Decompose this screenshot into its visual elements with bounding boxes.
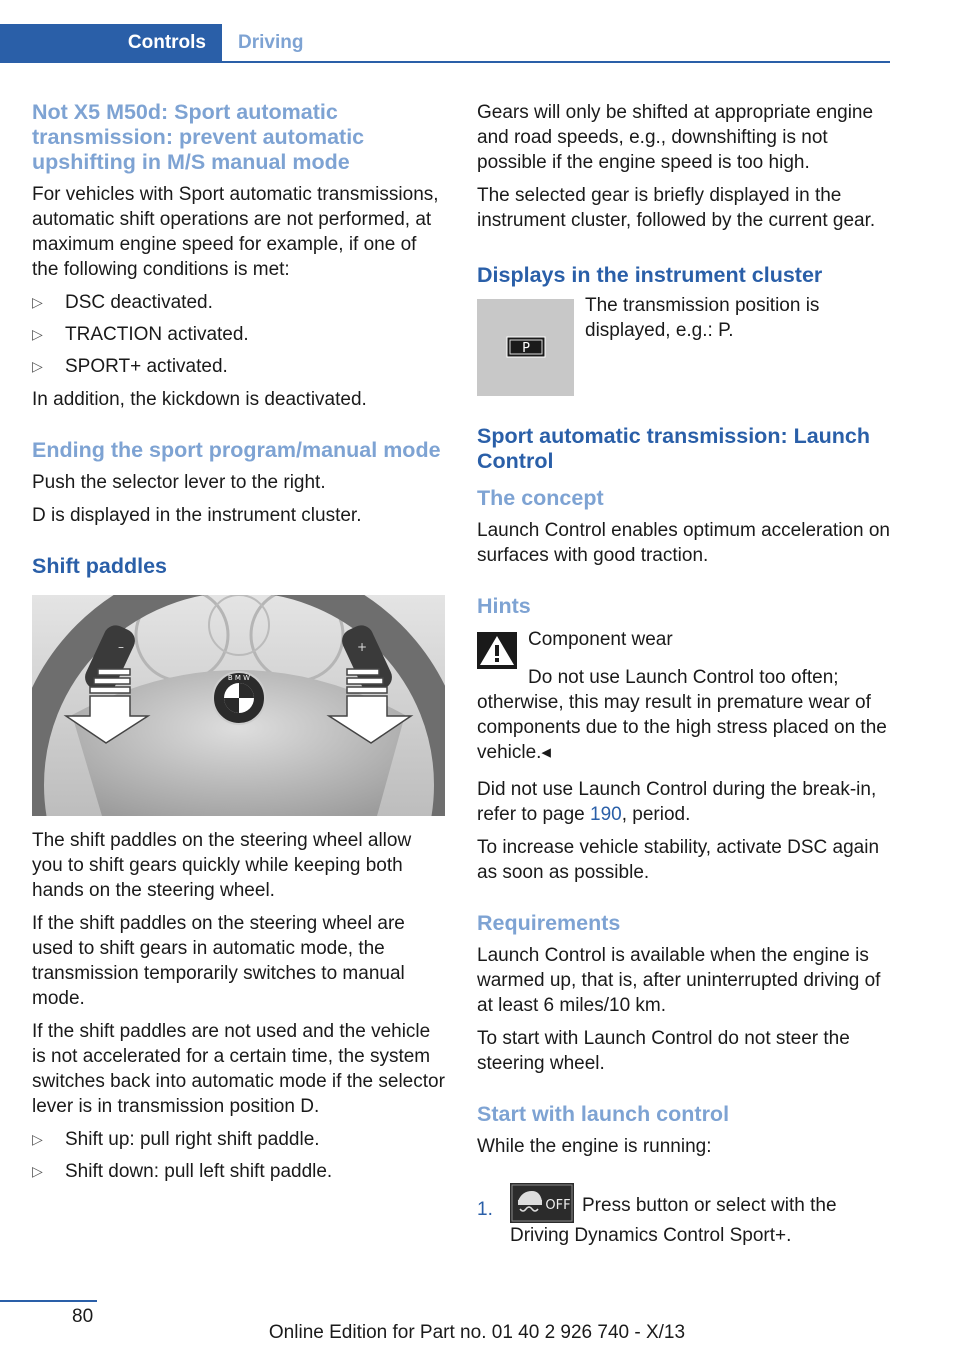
para-break-in: Did not use Launch Control during the break-in, refer to page 190, period. — [477, 779, 877, 825]
warning-box — [477, 630, 891, 669]
para-d-displayed: D is displayed in the instrument cluster. — [32, 505, 362, 526]
para-requirements-1: Launch Control is available when the engine is warmed up, that is, after uninterrupted driving of at least 6 miles/10 km. — [477, 945, 881, 1016]
list-item: ▷ Shift up: pull right shift paddle. — [32, 1129, 320, 1150]
paddle-plus-label: + — [357, 640, 368, 654]
warning-triangle-icon — [477, 632, 517, 669]
bullet-triangle-icon: ▷ — [32, 1131, 43, 1147]
para-prevent-upshift: For vehicles with Sport automatic transmissions, automatic shift operations are not performed, at maximum engine speed for example, if one of the following conditions is met: — [32, 184, 439, 280]
dsc-button-label: OFF — [545, 1198, 571, 1213]
heading-requirements: Requirements — [477, 911, 621, 935]
bullet-triangle-icon: ▷ — [32, 358, 43, 374]
list-item: ▷ TRACTION activated. — [32, 324, 249, 345]
tab-driving[interactable] — [238, 24, 303, 61]
heading-ending-sport: Ending the sport program/manual mode — [32, 438, 441, 462]
para-paddles-3: If the shift paddles are not used and the vehicle is not accelerated for a certain time, the system switches back into automatic mode if the selector lever is in transmission position D. — [32, 1021, 445, 1117]
svg-text:B M W: B M W — [227, 674, 251, 682]
left-column — [32, 100, 446, 1192]
heading-prevent-upshift: Not X5 M50d: Sport automatic transmission: prevent automatic upshifting in M/S manual mode — [32, 100, 365, 174]
para-selected-gear: The selected gear is briefly displayed in the instrument cluster, followed by the current gear. — [477, 185, 876, 231]
para-gears: Gears will only be shifted at appropriate engine and road speeds, e.g., downshifting is not possible if the engine speed is too high. — [477, 102, 874, 173]
bullet-triangle-icon: ▷ — [32, 1163, 43, 1179]
para-engine-running: While the engine is running: — [477, 1136, 712, 1157]
conditions-list — [32, 290, 446, 379]
para-requirements-2: To start with Launch Control do not steer the steering wheel. — [477, 1028, 850, 1074]
bullet-triangle-icon: ▷ — [32, 326, 43, 342]
step-1 — [477, 1183, 891, 1256]
para-push-lever: Push the selector lever to the right. — [32, 472, 326, 493]
bullet-triangle-icon: ▷ — [32, 294, 43, 310]
page-number: 80 — [72, 1306, 94, 1327]
bmw-logo-icon — [213, 672, 265, 724]
heading-displays: Displays in the instrument cluster — [477, 263, 823, 287]
chapter-header — [0, 24, 890, 63]
warning-text: Do not use Launch Control too often; otherwise, this may result in premature wear of components due to the high stress placed on the vehicle.◂ — [477, 667, 887, 763]
footer-rule — [0, 1300, 97, 1302]
edition-note: Online Edition for Part no. 01 40 2 926 740 - X/13 — [268, 1322, 686, 1343]
warning-title: Component wear — [528, 629, 673, 650]
heading-concept: The concept — [477, 486, 604, 510]
cluster-display-image — [477, 299, 574, 396]
list-item: ▷ DSC deactivated. — [32, 292, 213, 313]
para-concept: Launch Control enables optimum acceleration on surfaces with good traction. — [477, 520, 890, 566]
step-1-text: OFF Press button or select with the Driving Dynamics Control Sport+. — [510, 1183, 891, 1248]
list-item: ▷ Shift down: pull left shift paddle. — [32, 1161, 333, 1182]
heading-shift-paddles: Shift paddles — [32, 554, 167, 578]
tab-driving-label: Driving — [238, 31, 304, 53]
heading-launch-control: Sport automatic transmission: Launch Control — [477, 424, 871, 473]
tab-controls-label: Controls — [127, 31, 206, 53]
heading-start-launch: Start with launch control — [477, 1102, 730, 1126]
step-number: 1. — [477, 1199, 493, 1220]
para-position-displayed: The transmission position is displayed, e.g.: P. — [585, 295, 820, 341]
cluster-position-letter: P — [522, 341, 530, 356]
steering-wheel-illustration — [32, 595, 445, 816]
para-paddles-1: The shift paddles on the steering wheel allow you to shift gears quickly while keeping both hands on the steering wheel. — [32, 830, 412, 901]
para-kickdown: In addition, the kickdown is deactivated. — [32, 389, 367, 410]
list-item: ▷ SPORT+ activated. — [32, 356, 228, 377]
dsc-off-button-icon — [510, 1183, 574, 1223]
heading-hints: Hints — [477, 594, 531, 618]
tab-controls[interactable] — [0, 24, 222, 61]
right-column — [477, 100, 891, 1256]
paddle-minus-label: – — [118, 640, 124, 654]
shift-list — [32, 1127, 446, 1184]
para-stability: To increase vehicle stability, activate DSC again as soon as possible. — [477, 837, 880, 883]
page-link-190[interactable]: 190 — [590, 804, 622, 825]
cluster-display-row — [477, 295, 891, 396]
para-paddles-2: If the shift paddles on the steering wheel are used to shift gears in automatic mode, the transmission temporarily switches to manual mode. — [32, 913, 405, 1009]
